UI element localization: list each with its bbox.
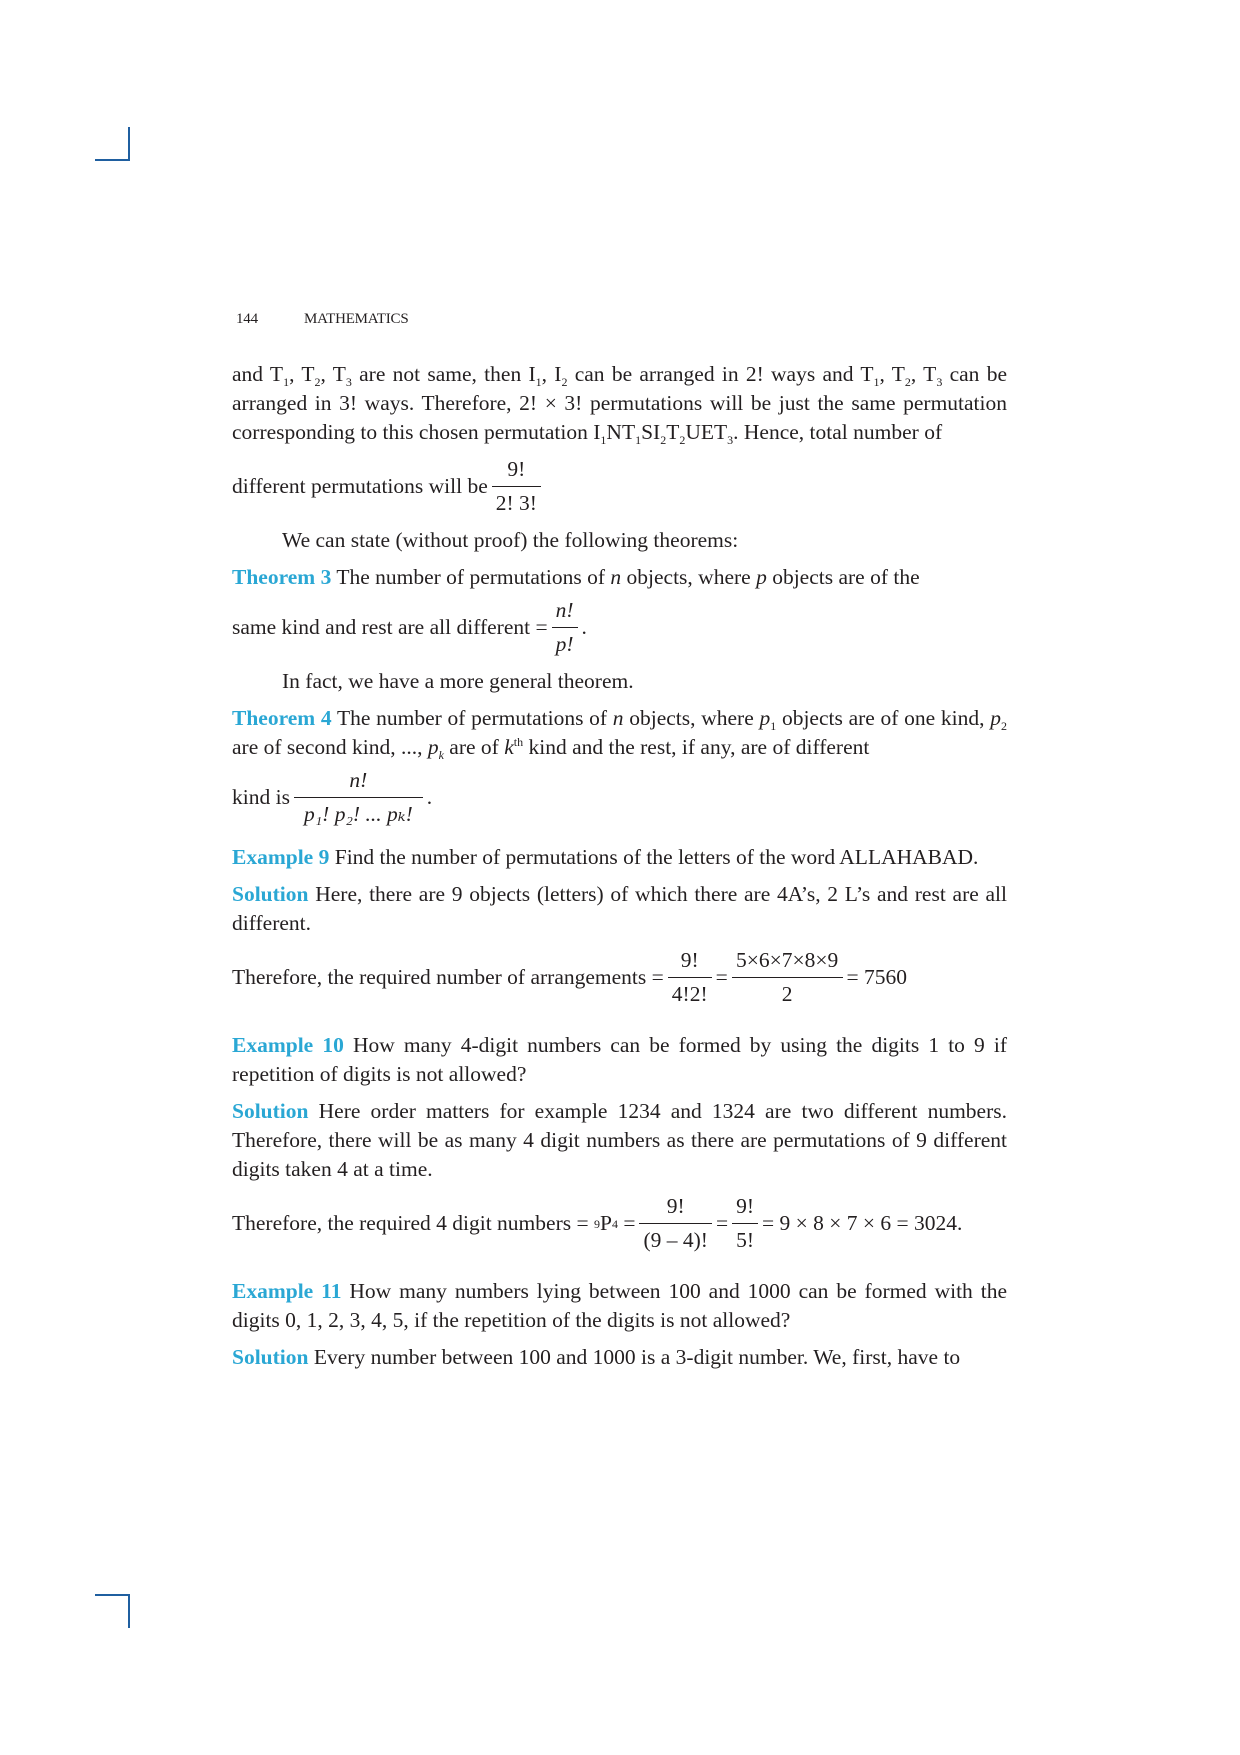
- theorem-label: Theorem 4: [232, 706, 332, 730]
- example-label: Example 11: [232, 1279, 342, 1303]
- intro-paragraph: and $T_1$, $T_2$, $T_3$ are not same, then $I_1$, $I_2$ can be arranged in 2! ways and $T_1$, $T_2$, $T_3$ can be arranged in 3! ways. Therefore, 2! × 3! permutations will be just the same permutation corresponding to this chosen permutation $I_1NT_1SI_2T_2UET_3$. Hence, total number of: [232, 362, 1007, 447]
- example-10-equation: Therefore, the required 4 digit numbers = 9 P 4 = $\frac{9!}{(9 - 4)!}$ = $\frac{9!}{5!}$ = 9 × 8 × 7 × 6 = 3024.: [232, 1192, 1007, 1255]
- crop-mark-top-vertical: [128, 127, 130, 161]
- running-title: MATHEMATICS: [304, 311, 409, 327]
- fraction: $\frac{5\times 6\times 7\times 8\times 9}{2}$: [732, 946, 843, 1009]
- fraction: $\frac{9!}{4!2!}$: [668, 946, 712, 1009]
- crop-mark-top-horizontal: [95, 159, 130, 161]
- page-body: [232, 360, 1007, 1372]
- fraction: $\frac{n!}{p!}$: [552, 596, 578, 659]
- statement-line: We can state (without proof) the following theorems:: [282, 528, 739, 552]
- theorem-4-formula: kind is $\frac{n!}{\text{p₁! p₂! ... pₖ!}}$ .: [232, 766, 1007, 829]
- fraction: $\frac{9!}{(9 - 4)!}$: [639, 1192, 711, 1255]
- page-number: 144: [236, 311, 258, 327]
- solution-label: Solution: [232, 882, 309, 906]
- crop-mark-bottom-horizontal: [95, 1594, 130, 1596]
- example-11-solution: Solution Every number between 100 and 1000 is a 3-digit number. We, first, have to: [232, 1345, 961, 1369]
- example-10-solution: Solution Here order matters for example 1234 and 1324 are two different numbers. Therefore, there will be as many 4 digit numbers as there are permutations of 9 different digits taken 4 at a time.: [232, 1099, 1008, 1181]
- example-11: Example 11 How many numbers lying between 100 and 1000 can be formed with the digits 0, 1, 2, 3, 4, 5, if the repetition of the digits is not allowed?: [232, 1279, 1007, 1332]
- crop-mark-bottom-vertical: [128, 1594, 130, 1628]
- intro-formula-line: different permutations will be $\frac{9!}{2! 3!}$: [232, 455, 1007, 518]
- fraction: $\frac{n!}{\text{p₁! p₂! ... pₖ!}}$: [294, 766, 423, 829]
- theorem-3: Theorem 3 The number of permutations of n objects, where p objects are of the: [232, 565, 920, 589]
- example-10: Example 10 How many 4-digit numbers can be formed by using the digits 1 to 9 if repetition of digits is not allowed?: [232, 1033, 1008, 1086]
- fraction: $\frac{9!}{2! 3!}$: [492, 455, 541, 518]
- theorem-3-formula: same kind and rest are all different = $\frac{n!}{p!}$ .: [232, 596, 1007, 659]
- example-9-equation: Therefore, the required number of arrangements = $\frac{9!}{4!2!}$ = $\frac{5\times 6\times 7\times 8\times 9}{2}$ = 7560: [232, 946, 1007, 1009]
- theorem-4: Theorem 4 The number of permutations of n objects, where $p_1$ objects are of one kind, $p_2$ are of second kind, ..., $p_k$ are of $k^{th}$ kind and the rest, if any, are of different: [232, 706, 1007, 762]
- solution-label: Solution: [232, 1345, 309, 1369]
- solution-label: Solution: [232, 1099, 309, 1123]
- fraction: $\frac{9!}{5!}$: [732, 1192, 758, 1255]
- theorem-label: Theorem 3: [232, 565, 332, 589]
- example-9-solution: Solution Here, there are 9 objects (letters) of which there are 4A’s, 2 L’s and rest are all different.: [232, 882, 1007, 935]
- running-header: [236, 311, 408, 328]
- general-theorem-line: In fact, we have a more general theorem.: [282, 669, 634, 693]
- example-9: Example 9 Find the number of permutations of the letters of the word ALLAHABAD.: [232, 845, 979, 869]
- example-label: Example 9: [232, 845, 330, 869]
- example-label: Example 10: [232, 1033, 344, 1057]
